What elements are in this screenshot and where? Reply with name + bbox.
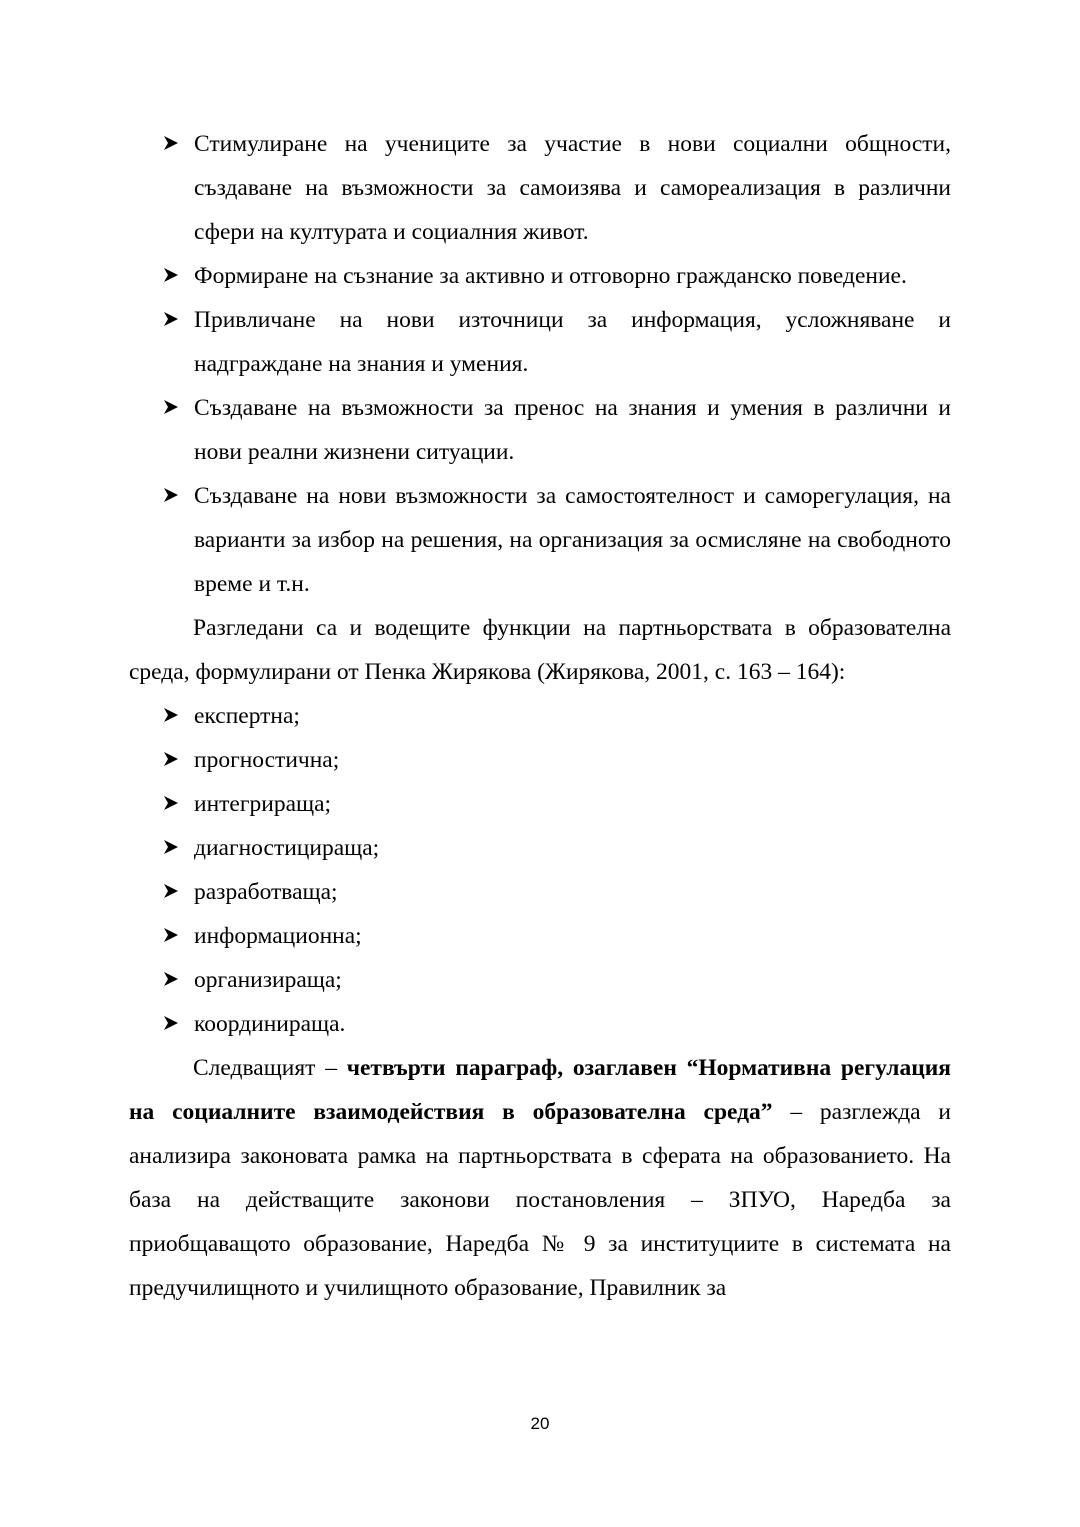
function-text: организираща; [194,967,342,993]
arrow-bullet-icon [163,1002,181,1046]
bullet-item [129,298,951,386]
bullet-item [129,474,951,606]
function-item [129,782,951,826]
arrow-bullet-icon [163,254,181,298]
page-number: 20 [530,1414,550,1433]
function-item [129,870,951,914]
arrow-bullet-icon [163,386,181,430]
arrow-bullet-icon [163,826,181,870]
arrow-bullet-icon [163,694,181,738]
page-content [129,122,951,1310]
function-text: експертна; [194,703,300,729]
paragraph-functions-intro: Разгледани са и водещите функции на партньорствата в образователна среда, формулирани от Пенка Жирякова (Жирякова, 2001, с. 163 – 164): [129,615,951,685]
bullet-item [129,386,951,474]
arrow-bullet-icon [163,782,181,826]
bullet-text: Създаване на нови възможности за самостоятелност и саморегулация, на варианти за избор на решения, на организация за осмисляне на свободното време и т.н. [194,483,951,597]
arrow-bullet-icon [163,738,181,782]
paragraph-lead: Следващият – [193,1055,347,1081]
function-text: разработваща; [194,879,338,905]
arrow-bullet-icon [163,870,181,914]
function-text: прогностична; [194,747,340,773]
function-text: координираща. [194,1011,346,1037]
function-item [129,826,951,870]
bullet-text: Стимулиране на учениците за участие в нови социални общности, създаване на възможности за самоизява и самореализация в различни сфери на културата и социалния живот. [194,131,951,245]
function-text: информационна; [194,923,362,949]
paragraph-bold-title: четвърти параграф, озаглавен “Нормативна регулация на социалните взаимодействия в образователна среда” [129,1055,951,1125]
function-item [129,958,951,1002]
bullet-text: Формиране на съзнание за активно и отговорно гражданско поведение. [194,263,907,289]
bullet-text: Създаване на възможности за пренос на знания и умения в различни и нови реални жизнени ситуации. [194,395,951,465]
function-item [129,1002,951,1046]
function-item [129,914,951,958]
arrow-bullet-icon [163,122,181,166]
bullet-item [129,254,951,298]
arrow-bullet-icon [163,914,181,958]
function-item [129,738,951,782]
function-text: диагностицираща; [194,835,380,861]
function-text: интегрираща; [194,791,332,817]
arrow-bullet-icon [163,474,181,518]
bullet-text: Привличане на нови източници за информация, усложняване и надграждане на знания и умения. [194,307,951,377]
bullet-item [129,122,951,254]
arrow-bullet-icon [163,298,181,342]
arrow-bullet-icon [163,958,181,1002]
function-item [129,694,951,738]
paragraph-rest: – разглежда и анализира законовата рамка на партньорствата в сферата на образованието. На база на действащите законови постановления – ЗПУО, Наредба за приобщаващото образование, Наредба № 9 за институциите в системата на предучилищното и училищното образование, Правилник за [129,1099,951,1301]
paragraph-next-section [129,1046,951,1310]
